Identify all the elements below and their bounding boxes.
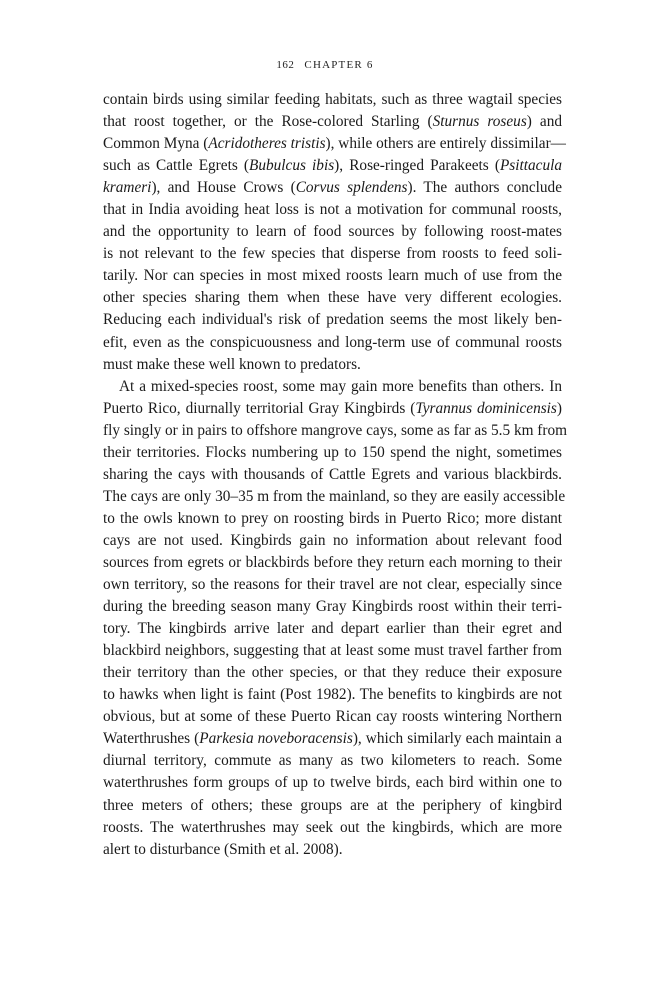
- text-run: ), while others are entirely dissimilar—: [325, 135, 566, 153]
- text-run: ). The authors conclude: [407, 179, 562, 197]
- text-line: [103, 662, 562, 684]
- text-line: [103, 596, 562, 618]
- text-line: [103, 772, 562, 794]
- italic-species-name: krameri: [103, 179, 152, 197]
- text-line: [103, 243, 562, 265]
- text-run: sources from egrets or blackbirds before they return each morning to their: [103, 553, 562, 571]
- text-line: [103, 398, 562, 420]
- text-run: ), which similarly each maintain a: [352, 730, 563, 748]
- text-run: such as Cattle Egrets (: [103, 157, 249, 175]
- text-line: [103, 111, 562, 133]
- text-run: their territory than the other species, or that they reduce their exposure: [103, 664, 562, 682]
- text-run: during the breeding season many Gray Kingbirds roost within their terri-: [103, 598, 562, 616]
- text-run: Waterthrushes (: [103, 730, 200, 748]
- text-line: [103, 618, 562, 640]
- text-run: ), Rose-ringed Parakeets (: [334, 157, 500, 175]
- text-line: [103, 552, 562, 574]
- text-run: ) and: [526, 113, 562, 131]
- text-run: must make these well known to predators.: [103, 355, 361, 373]
- text-line: [103, 839, 562, 861]
- text-run: fly singly or in pairs to offshore mangrove cays, some as far as 5.5 km from: [103, 421, 568, 439]
- text-run: ): [556, 399, 562, 417]
- text-run: ), and House Crows (: [151, 179, 296, 197]
- text-line: [103, 265, 562, 287]
- text-run: to the owls known to prey on roosting birds in Puerto Rico; more distant: [103, 509, 562, 527]
- text-run: is not relevant to the few species that disperse from roosts to feed soli-: [103, 245, 562, 263]
- text-run: cays are not used. Kingbirds gain no information about relevant food: [103, 531, 562, 549]
- text-run: roosts. The waterthrushes may seek out the kingbirds, which are more: [103, 818, 562, 836]
- text-run: The cays are only 30–35 m from the mainland, so they are easily accessible: [103, 487, 566, 505]
- text-line: [103, 728, 562, 750]
- text-line: [103, 199, 562, 221]
- text-run: Reducing each individual's risk of predation seems the most likely ben-: [103, 311, 562, 329]
- text-line: [103, 574, 562, 596]
- text-run: waterthrushes form groups of up to twelve birds, each bird within one to: [103, 774, 562, 792]
- page-number: 162: [276, 59, 295, 71]
- italic-species-name: Tyrannus dominicensis: [415, 399, 557, 417]
- text-line: [103, 706, 562, 728]
- text-line: [103, 332, 562, 354]
- text-line: [103, 309, 562, 331]
- text-line: [103, 530, 562, 552]
- chapter-label: CHAPTER 6: [304, 59, 374, 71]
- text-run: other species sharing them when these have very different ecologies.: [103, 289, 562, 307]
- text-run: tarily. Nor can species in most mixed roosts learn much of use from the: [103, 267, 562, 285]
- body-text: [103, 89, 568, 861]
- text-run: alert to disturbance (Smith et al. 2008).: [103, 840, 343, 858]
- text-line: [103, 640, 562, 662]
- paragraph: [103, 376, 568, 861]
- italic-species-name: Parkesia noveboracensis: [199, 730, 353, 748]
- text-run: blackbird neighbors, suggesting that at least some must travel farther from: [103, 642, 562, 660]
- text-line: [103, 287, 562, 309]
- text-line: [103, 133, 566, 155]
- text-run: obvious, but at some of these Puerto Rican cay roosts wintering Northern: [103, 708, 562, 726]
- text-line: [103, 684, 562, 706]
- text-line: [103, 89, 562, 111]
- text-line: [103, 795, 562, 817]
- text-line: [103, 420, 568, 442]
- text-line: [103, 354, 562, 376]
- italic-species-name: Sturnus roseus: [432, 113, 527, 131]
- text-line: [103, 155, 562, 177]
- italic-species-name: Psittacula: [499, 157, 562, 175]
- text-line: [103, 464, 562, 486]
- text-run: At a mixed-species roost, some may gain more benefits than others. In: [119, 377, 562, 395]
- text-run: three meters of others; these groups are at the periphery of kingbird: [103, 796, 562, 814]
- text-run: diurnal territory, commute as many as two kilometers to reach. Some: [103, 752, 562, 770]
- text-run: their territories. Flocks numbering up to 150 spend the night, sometimes: [103, 443, 562, 461]
- text-run: efit, even as the conspicuousness and long-term use of communal roosts: [103, 333, 562, 351]
- text-run: sharing the cays with thousands of Cattle Egrets and various blackbirds.: [103, 465, 562, 483]
- text-run: tory. The kingbirds arrive later and depart earlier than their egret and: [103, 620, 562, 638]
- text-run: to hawks when light is faint (Post 1982). The benefits to kingbirds are not: [103, 686, 562, 704]
- text-line: [103, 486, 566, 508]
- text-line: [103, 376, 562, 398]
- text-run: and the opportunity to learn of food sources by following roost-mates: [103, 223, 562, 241]
- text-run: own territory, so the reasons for their travel are not clear, especially since: [103, 576, 562, 594]
- text-run: that in India avoiding heat loss is not a motivation for communal roosts,: [103, 201, 562, 219]
- italic-species-name: Corvus splendens: [295, 179, 408, 197]
- paragraph: [103, 89, 566, 376]
- text-line: [103, 508, 562, 530]
- text-run: contain birds using similar feeding habitats, such as three wagtail species: [103, 91, 562, 108]
- text-run: Common Myna (: [103, 135, 209, 153]
- running-head: [0, 59, 650, 71]
- text-line: [103, 442, 562, 464]
- text-line: [103, 177, 562, 199]
- italic-species-name: Bubulcus ibis: [249, 157, 335, 175]
- text-line: [103, 750, 562, 772]
- text-line: [103, 221, 562, 243]
- text-line: [103, 817, 562, 839]
- text-run: that roost together, or the Rose-colored Starling (: [103, 113, 433, 131]
- text-run: Puerto Rico, diurnally territorial Gray Kingbirds (: [103, 399, 416, 417]
- italic-species-name: Acridotheres tristis: [208, 135, 326, 153]
